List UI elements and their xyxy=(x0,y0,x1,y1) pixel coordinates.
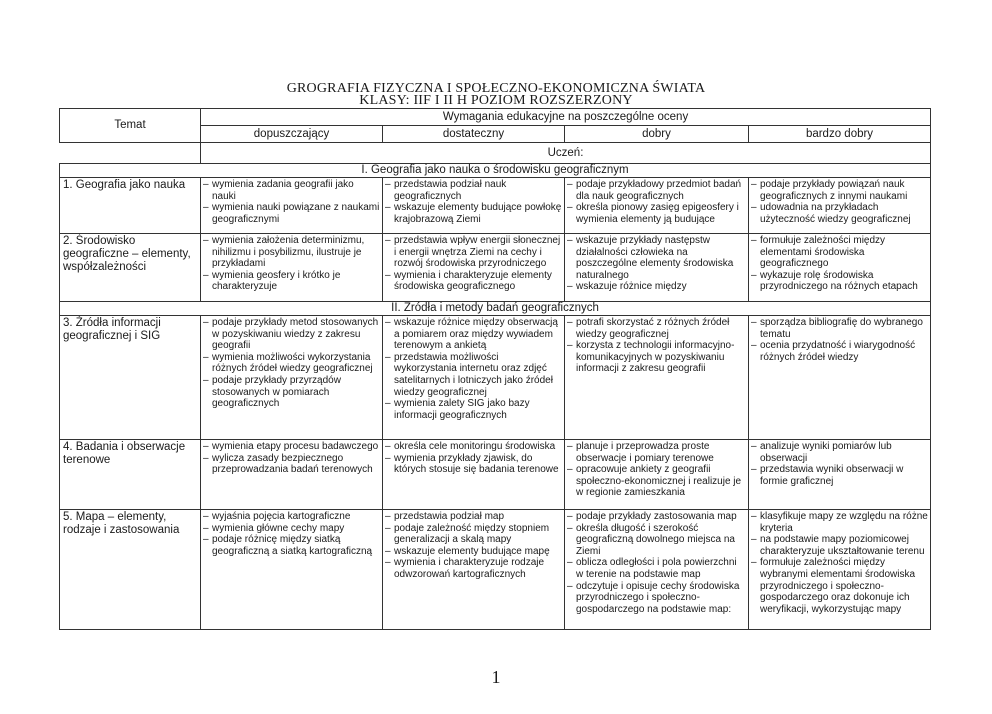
requirement-cell xyxy=(565,234,749,302)
requirement-item: – odczytuje i opisuje cechy środowiska przyrodniczego i społeczno-gospodarczego na podstawie map: xyxy=(567,581,746,616)
topic-cell: 1. Geografia jako nauka xyxy=(60,178,201,234)
requirement-item: – wskazuje przykłady następstw działalności człowieka na poszczególne elementy środowiska naturalnego xyxy=(567,235,746,281)
requirement-cell xyxy=(383,510,565,630)
topic-cell: 2. Środowisko geograficzne – elementy, współzależności xyxy=(60,234,201,302)
table-row xyxy=(60,234,931,302)
requirement-item: – podaje przykładowy przedmiot badań dla nauk geograficznych xyxy=(567,179,746,202)
requirement-cell xyxy=(749,234,931,302)
requirement-item: – przedstawia wyniki obserwacji w formie graficznej xyxy=(751,464,928,487)
requirement-item: – wylicza zasady bezpiecznego przeprowadzania badań terenowych xyxy=(203,453,380,476)
requirement-item: – korzysta z technologii informacyjno-komunikacyjnych w pozyskiwaniu informacji z zakresu geografii xyxy=(567,340,746,375)
requirement-cell xyxy=(201,510,383,630)
requirement-cell xyxy=(201,234,383,302)
page-number: 1 xyxy=(491,667,501,687)
requirement-cell xyxy=(749,178,931,234)
requirement-item: – ocenia przydatność i wiarygodność różnych źródeł wiedzy xyxy=(751,340,928,363)
requirement-item: – opracowuje ankiety z geografii społeczno-ekonomicznej i realizuje je w regionie zamieszkania xyxy=(567,464,746,499)
requirement-cell xyxy=(749,440,931,510)
requirement-item: – przedstawia podział nauk geograficznych xyxy=(385,179,562,202)
requirement-item: – formułuje zależności między wybranymi elementami środowiska przyrodniczego i społeczno-gospodarczego oraz dokonuje ich weryfikacji, wykorzystując mapy xyxy=(751,557,928,615)
section-title: II. Źródła i metody badań geograficznych xyxy=(60,302,931,316)
requirement-item: – wymienia geosfery i krótko je charakteryzuje xyxy=(203,270,380,293)
requirement-cell xyxy=(383,440,565,510)
requirement-item: – klasyfikuje mapy ze względu na różne kryteria xyxy=(751,511,928,534)
requirement-item: – analizuje wyniki pomiarów lub obserwacji xyxy=(751,441,928,464)
requirement-cell xyxy=(383,316,565,440)
document-subtitle: KLASY: IIF I II H POZIOM ROZSZERZONY xyxy=(359,93,633,108)
requirement-item: – wymienia przykłady zjawisk, do których stosuje się badania terenowe xyxy=(385,453,562,476)
requirement-cell xyxy=(201,440,383,510)
table-row xyxy=(60,316,931,440)
requirement-item: – podaje przykłady przyrządów stosowanych w pomiarach geograficznych xyxy=(203,375,380,410)
header-grade-dostateczny: dostateczny xyxy=(383,126,565,143)
table-row xyxy=(60,510,931,630)
requirements-table xyxy=(59,108,931,630)
requirement-item: – wymienia możliwości wykorzystania różnych źródeł wiedzy geograficznej xyxy=(203,352,380,375)
requirement-item: – przedstawia wpływ energii słonecznej i energii wnętrza Ziemi na cechy i rozwój środowiska przyrodniczego xyxy=(385,235,562,270)
requirement-item: – przedstawia możliwości wykorzystania internetu oraz zdjęć satelitarnych i lotniczych jako źródeł wiedzy geograficznej xyxy=(385,352,562,398)
requirement-item: – wskazuje różnice między obserwacją a pomiarem oraz między wywiadem terenowym a ankietą xyxy=(385,317,562,352)
requirement-item: – przedstawia podział map xyxy=(385,511,562,523)
requirement-item: – podaje przykłady powiązań nauk geograficznych z innymi naukami xyxy=(751,179,928,202)
requirement-item: – wskazuje elementy budujące mapę xyxy=(385,546,562,558)
document-title: GROGRAFIA FIZYCZNA I SPOŁECZNO-EKONOMICZNA ŚWIATA xyxy=(286,81,706,96)
header-uczen: Uczeń: xyxy=(201,143,931,164)
requirement-item: – wskazuje elementy budujące powłokę krajobrazową Ziemi xyxy=(385,202,562,225)
requirement-cell xyxy=(749,510,931,630)
requirement-cell xyxy=(201,178,383,234)
requirement-cell xyxy=(201,316,383,440)
requirement-item: – podaje przykłady zastosowania map xyxy=(567,511,746,523)
requirement-item: – określa cele monitoringu środowiska xyxy=(385,441,562,453)
requirement-item: – wskazuje różnice między xyxy=(567,281,746,293)
requirement-item: – sporządza bibliografię do wybranego tematu xyxy=(751,317,928,340)
topic-cell: 4. Badania i obserwacje terenowe xyxy=(60,440,201,510)
requirement-item: – planuje i przeprowadza proste obserwacje i pomiary terenowe xyxy=(567,441,746,464)
header-grade-bardzo-dobry: bardzo dobry xyxy=(749,126,931,143)
requirement-item: – wykazuje rolę środowiska przyrodniczego na różnych etapach xyxy=(751,270,928,293)
section-title: I. Geografia jako nauka o środowisku geograficznym xyxy=(60,164,931,178)
requirement-item: – udowadnia na przykładach użyteczność wiedzy geograficznej xyxy=(751,202,928,225)
requirement-cell xyxy=(565,510,749,630)
requirement-item: – podaje zależność między stopniem generalizacji a skalą mapy xyxy=(385,523,562,546)
requirement-item: – podaje przykłady metod stosowanych w pozyskiwaniu wiedzy z zakresu geografii xyxy=(203,317,380,352)
topic-cell: 5. Mapa – elementy, rodzaje i zastosowania xyxy=(60,510,201,630)
requirement-item: – wymienia etapy procesu badawczego xyxy=(203,441,380,453)
requirement-item: – wymienia i charakteryzuje rodzaje odwzorowań kartograficznych xyxy=(385,557,562,580)
requirement-item: – wymienia główne cechy mapy xyxy=(203,523,380,535)
requirement-item: – wyjaśnia pojęcia kartograficzne xyxy=(203,511,380,523)
requirement-item: – wymienia nauki powiązane z naukami geograficznymi xyxy=(203,202,380,225)
requirement-item: – wymienia założenia determinizmu, nihilizmu i posybilizmu, ilustruje je przykładami xyxy=(203,235,380,270)
header-grade-dopuszczajacy: dopuszczający xyxy=(201,126,383,143)
table-row xyxy=(60,440,931,510)
requirement-item: – na podstawie mapy poziomicowej charakteryzuje ukształtowanie terenu xyxy=(751,534,928,557)
topic-cell: 3. Źródła informacji geograficznej i SIG xyxy=(60,316,201,440)
requirement-cell xyxy=(565,440,749,510)
requirement-item: – podaje różnicę między siatką geograficzną a siatką kartograficzną xyxy=(203,534,380,557)
requirement-item: – wymienia i charakteryzuje elementy środowiska geograficznego xyxy=(385,270,562,293)
header-temat: Temat xyxy=(60,109,201,143)
requirement-cell xyxy=(565,178,749,234)
requirement-item: – oblicza odległości i pola powierzchni w terenie na podstawie map xyxy=(567,557,746,580)
requirement-item: – określa pionowy zasięg epigeosfery i wymienia elementy ją budujące xyxy=(567,202,746,225)
requirement-cell xyxy=(565,316,749,440)
requirement-cell xyxy=(383,234,565,302)
requirement-item: – określa długość i szerokość geograficzną dowolnego miejsca na Ziemi xyxy=(567,523,746,558)
header-grade-dobry: dobry xyxy=(565,126,749,143)
requirement-item: – wymienia zalety SIG jako bazy informacji geograficznych xyxy=(385,398,562,421)
requirement-item: – potrafi skorzystać z różnych źródeł wiedzy geograficznej xyxy=(567,317,746,340)
requirement-cell xyxy=(749,316,931,440)
header-wymagania: Wymagania edukacyjne na poszczególne oceny xyxy=(201,109,931,126)
table-row xyxy=(60,178,931,234)
requirement-cell xyxy=(383,178,565,234)
requirement-item: – formułuje zależności między elementami środowiska geograficznego xyxy=(751,235,928,270)
requirement-item: – wymienia zadania geografii jako nauki xyxy=(203,179,380,202)
